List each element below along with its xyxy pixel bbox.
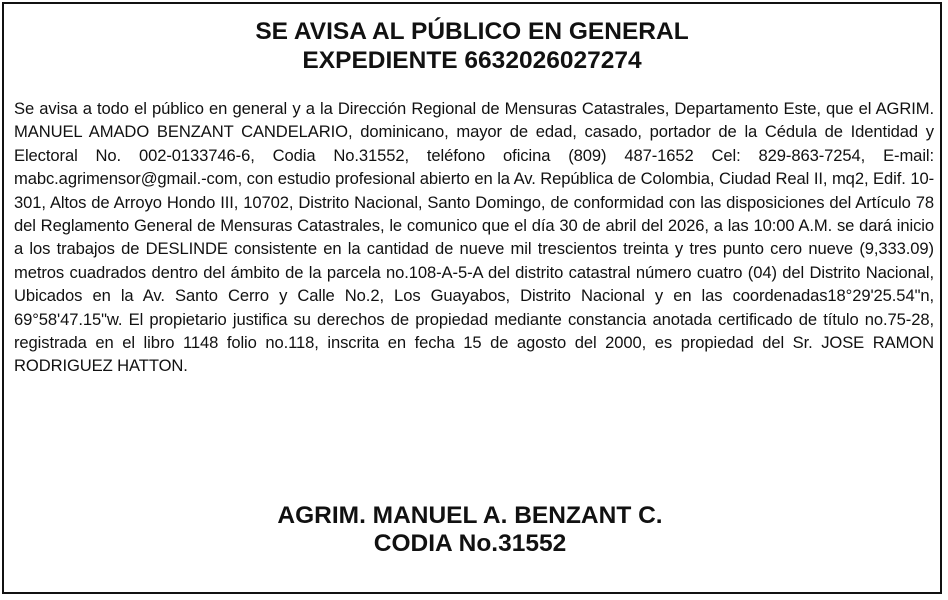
signature-name: AGRIM. MANUEL A. BENZANT C. bbox=[277, 502, 663, 529]
expediente-number: EXPEDIENTE 6632026027274 bbox=[302, 47, 642, 74]
notice-body: Se avisa a todo el público en general y a la Dirección Regional de Mensuras Catastrales, Departamento Este, que el AGRIM. MANUEL AMADO BENZANT CANDELARIO, dominicano, mayor de edad, casado, portador de la Cédula de Identidad y Electoral No. 002-0133746-6, Codia No.31552, teléfono oficina (809) 487-1652 Cel: 829-863-7254, E-mail: mabc.agrimensor@gmail.-com, con estudio profesional abierto en la Av. República de Colombia, Ciudad Real II, mq2, Edif. 10-301, Altos de Arroyo Hondo III, 10702, Distrito Nacional, Santo Domingo, de conformidad con las disposiciones del Artículo 78 del Reglamento General de Mensuras Catastrales, le comunico que el día 30 de abril del 2026, a las 10:00 A.M. se dará inicio a los trabajos de DESLINDE consistente en la cantidad de nueve mil trescientos treinta y tres punto cero nueve (9,333.09) metros cuadrados dentro del ámbito de la parcela no.108-A-5-A del distrito catastral número cuatro (04) del Distrito Nacional, Ubicados en la Av. Santo Cerro y Calle No.2, Los Guayabos, Distrito Nacional y en las coordenadas18°29'25.54"n, 69°58'47.15"w. El propietario justifica su derechos de propiedad mediante constancia anotada certificado de título no.75-28, registrada en el libro 1148 folio no.118, inscrita en fecha 15 de agosto del 2000, es propiedad del Sr. JOSE RAMON RODRIGUEZ HATTON. bbox=[14, 99, 934, 376]
signature-codia: CODIA No.31552 bbox=[373, 530, 567, 557]
notice-heading: SE AVISA AL PÚBLICO EN GENERAL bbox=[255, 18, 689, 45]
